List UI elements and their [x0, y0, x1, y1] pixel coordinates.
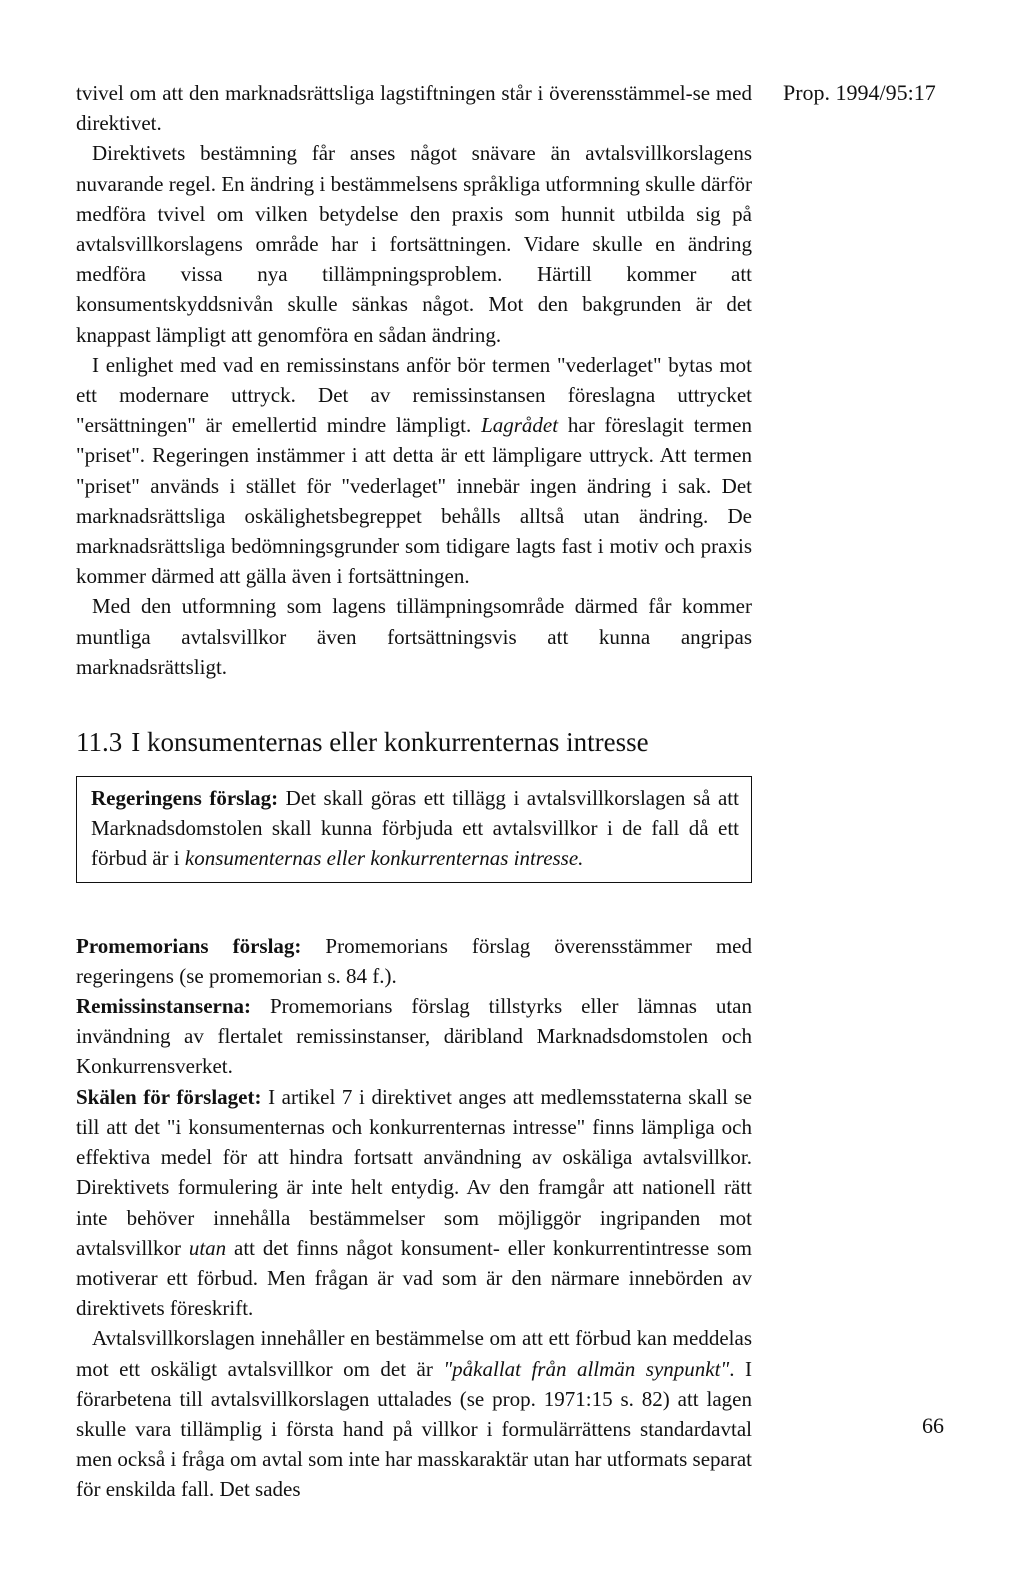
proposal-body: Det skall göras ett tillägg i avtalsvillkorslagen så att Marknadsdomstolen skall kunna förbjuda ett avtalsvillkor i de fall då ett förbud är i: [91, 786, 739, 871]
last-text-2: . I förarbetena till avtalsvillkorslagen uttalades (se prop. 1971:15 s. 82) att lagen skulle vara tillämplig i första hand på villkor i formulärrättens standardavtal men också i fråga om avtal som inte har masskaraktär utan har utformats separat för enskilda fall. Det sades: [76, 1356, 752, 1502]
reasons-label: Skälen för förslaget:: [76, 1084, 262, 1109]
main-column: [76, 78, 752, 1505]
spacer: [76, 883, 752, 931]
section-number: 11.3: [76, 727, 123, 758]
promemoria-text: Promemorians förslag överensstämmer med regeringens (se promemorian s. 84 f.).: [76, 933, 752, 988]
promemoria-label: Promemorians förslag:: [76, 933, 302, 958]
page-number: 66: [922, 1413, 944, 1438]
paragraph-reasons: [76, 1082, 752, 1324]
remiss-text: Promemorians förslag tillstyrks eller lämnas utan invändning av flertalet remissinstanser, däribland Marknadsdomstolen och Konkurrensverket.: [76, 994, 752, 1079]
term-change-text: I enlighet med vad en remissinstans anför bör termen "vederlaget" bytas mot ett modernare uttryck. Det av remissinstansen föreslagna uttrycket "ersättningen" är emellertid mindre lämpligt.: [76, 352, 752, 438]
last-text-1: Avtalsvillkorslagen innehåller en bestämmelse om att ett förbud kan meddelas mot ett oskäligt avtalsvillkor om det är: [76, 1326, 752, 1381]
section-heading: [76, 724, 752, 760]
proposal-label: Regeringens förslag:: [91, 786, 279, 811]
paragraph-term-change: [76, 350, 752, 592]
paragraph-promemoria: [76, 931, 752, 991]
government-proposal-box: [76, 776, 752, 883]
paragraph-remiss: [76, 991, 752, 1082]
paragraph-directive-scope: Direktivets bestämning får anses något snävare än avtalsvillkorslagens nuvarande regel. En ändring i bestämmelsens språkliga utformning skulle därför medföra tvivel om vilken betydelse den praxis som hunnit utbilda sig på avtalsvillkorslagens område har i fortsättningen. Vidare skulle en ändring medföra vissa nya tillämpningsproblem. Härtill kommer att konsumentskyddsnivån skulle sänkas något. Mot den bakgrunden är det knappast lämpligt att genomföra en sådan ändring.: [76, 141, 752, 347]
paragraph-continuation: tvivel om att den marknadsrättsliga lagstiftningen står i överensstämmel-se med direktivet.: [76, 81, 752, 136]
paragraph-oral-terms: Med den utformning som lagens tillämpningsområde därmed får kommer muntliga avtalsvillkor även fortsättningsvis att kunna angripas marknadsrättsligt.: [76, 594, 752, 679]
government-proposal-text: [91, 783, 739, 874]
term-change-rest: har föreslagit termen "priset". Regeringen instämmer i att detta är ett lämpligare uttryck. Att termen "priset" används i stället för "vederlaget" innebär ingen ändring i sak. Det marknadsrättsliga oskälighetsbegreppet behålls alltså utan ändring. De marknadsrättsliga bedömningsgrunder som tidigare lagts fast i motiv och praxis kommer därmed att gälla även i fortsättningen.: [76, 413, 752, 589]
proposal-emphasis: konsumenternas eller konkurrenternas intresse.: [184, 846, 584, 871]
prop-reference: Prop. 1994/95:17: [783, 80, 936, 105]
remiss-label: Remissinstanserna:: [76, 994, 252, 1019]
utan-emphasis: utan: [188, 1235, 227, 1260]
lagradet-emphasis: Lagrådet: [481, 413, 559, 438]
paragraph-avtalsvillkorslagen: [76, 1323, 752, 1504]
last-quote: "påkallat från allmän synpunkt": [443, 1356, 730, 1381]
reasons-text-2: att det finns något konsument- eller konkurrentintresse som motiverar ett förbud. Men frågan är vad som är den närmare innebörden av direktivets föreskrift.: [76, 1235, 752, 1321]
section-title: I konsumenternas eller konkurrenternas intresse: [131, 727, 649, 758]
reasons-text-1: I artikel 7 i direktivet anges att medlemsstaterna skall se till att det "i konsumenternas och konkurrenternas intresse" finns lämpliga och effektiva medel för att hindra fortsatt användning av oskäliga avtalsvillkor. Direktivets formulering är inte helt entydig. Av den framgår att nationell rätt inte behöver innehålla bestämmelser som möjliggör ingripanden mot avtalsvillkor: [76, 1084, 752, 1260]
